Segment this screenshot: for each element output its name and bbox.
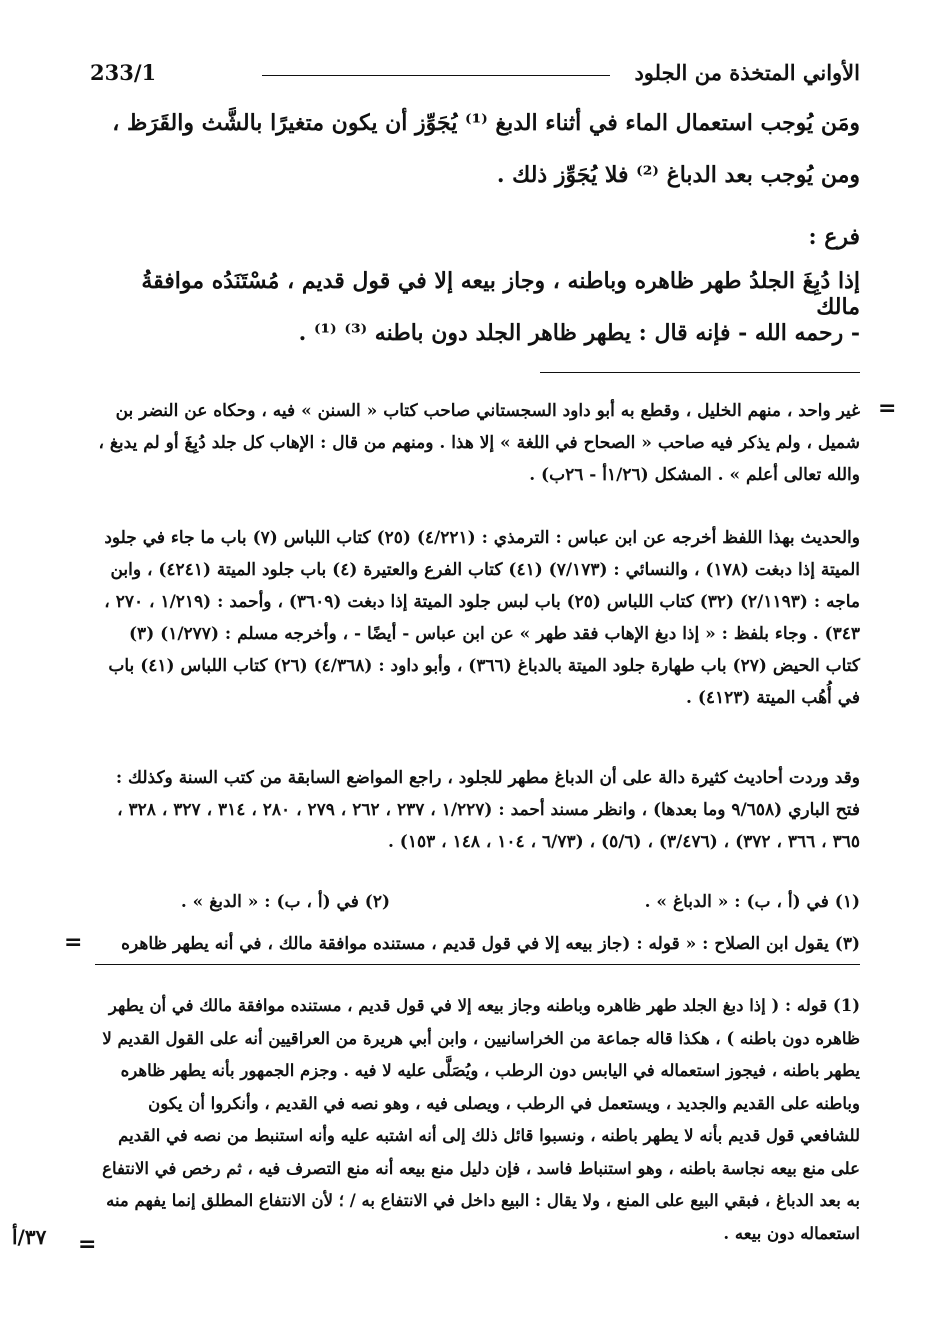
- header-rule: [262, 75, 610, 76]
- running-header: [90, 60, 860, 92]
- footnote-continuation-c: وقد وردت أحاديث كثيرة دالة على أن الدباغ مطهر للجلود ، راجع المواضع السابقة من كتب السنة وكذلك : فتح الباري (٩/٦٥٨ وما بعدها) ، وانظر مسند أحمد : (١/٢٢٧ ، ٢٣٧ ، ٢٦٢ ، ٢٧٩ ، ٢٨٠ ، ٣١٤ ، ٣٢٧ ، ٣٢٨ ، ٣٦٥ ، ٣٦٦ ، ٣٧٢) ، (٣/٤٧٦) ، (٥/٦) ، (٦/٧٣ ، ١٠٤ ، ١٤٨ ، ١٥٣) .: [115, 768, 860, 852]
- footnote-separator: [540, 372, 860, 373]
- continuation-mark: =: [78, 1232, 97, 1257]
- main-text-line-1: ومَن يُوجب استعمال الماء في أثناء الدبغ ⁽¹⁾ يُجَوِّز أن يكون متغيرًا بالشَّث والقَرَظ ،: [112, 110, 860, 136]
- footnote-2: (٢) في (أ ، ب) : « الدبغ » .: [180, 892, 390, 912]
- footnote-row-1-2: [90, 886, 860, 918]
- section-heading: فرع :: [808, 224, 860, 250]
- header-title: الأواني المتخذة من الجلود: [634, 60, 860, 85]
- footnote-continuation-b: والحديث بهذا اللفظ أخرجه عن ابن عباس : الترمذي : (٤/٢٢١) (٢٥) كتاب اللباس (٧) باب ما جاء في جلود الميتة إذا دبغت (١٧٨) ، والنسائي : (٧/١٧٣) (٤١) كتاب الفرع والعتيرة (٤) باب جلود الميتة (٤٢٤١) ، وابن ماجه : (٢/١١٩٣) (٣٢) كتاب اللباس (٢٥) باب لبس جلود الميتة إذا دبغت (٣٦٠٩) ، وأحمد : (١/٢١٩ ، ٢٧٠ ، ٣٤٣) . وجاء بلفظ : « إذا دبغ الإهاب فقد طهر » عن ابن عباس - أيضًا - ، وأخرجه مسلم : (١/٢٧٧) (٣) كتاب الحيض (٢٧) باب طهارة جلود الميتة بالدباغ (٣٦٦) ، وأبو داود : (٤/٣٦٨) (٢٦) كتاب اللباس (٤١) باب في أُهُب الميتة (٤١٢٣) .: [104, 528, 860, 708]
- main-text-line-4: - رحمه الله - فإنه قال : يطهر ظاهر الجلد دون باطنه ⁽³⁾ ⁽¹⁾ .: [298, 320, 860, 346]
- commentary-separator: [95, 964, 860, 965]
- header-page-number: 233/1: [90, 60, 157, 85]
- commentary-footnote: (1) قوله : ( إذا دبغ الجلد طهر ظاهره وباطنه وجاز بيعه إلا في قول قديم ، مستنده موافقة مالك في أن يطهر ظاهره دون باطنه ) ، هكذا قاله جماعة من الخراسانيين ، وابن أبي هريرة من العراقيين أنه على القول القديم لا يطهر باطنه ، فيجوز استعماله في اليابس دون الرطب ، ويُصَلَّى عليه لا فيه . وجزم الجمهور بأنه يطهر ظاهره وباطنه على القديم والجديد ، ويستعمل في الرطب ، ويصلى فيه ، وهو نصه في القديم ، وأنكروا أن يكون للشافعي قول قديم بأنه لا يطهر باطنه ، ونسبوا قائل ذلك إلى أنه اشتبه عليه وأنه استنبط من نصه في القديم على منع بيعه نجاسة باطنه ، وهو استنباط فاسد ، فإن دليل منع بيعه أنه منع التصرف فيه ، ثم رخص في الانتفاع به بعد الدباغ ، فبقي البيع على المنع ، ولا يقال : البيع داخل في الانتفاع به / ؛ لأن الانتفاع المطلق إنما يفهم منه استعماله دون بيعه .: [102, 996, 860, 1243]
- continuation-mark: =: [64, 930, 83, 955]
- manuscript-folio-mark: ٣٧/أ: [12, 1225, 47, 1249]
- main-text-line-3: إذا دُبِغَ الجلدُ طهر ظاهره وباطنه ، وجاز بيعه إلا في قول قديم ، مُسْتَنَدُه موافقةُ مالك: [141, 268, 860, 320]
- footnote-3: (٣) يقول ابن الصلاح : « قوله : (جاز بيعه إلا في قول قديم ، مستنده موافقة مالك ، في أنه يطهر ظاهره: [121, 934, 860, 954]
- continuation-mark: =: [878, 396, 897, 421]
- footnote-1: (١) في (أ ، ب) : « الدباغ » .: [644, 892, 860, 912]
- footnote-continuation-a: غير واحد ، منهم الخليل ، وقطع به أبو داود السجستاني صاحب كتاب « السنن » فيه ، وحكاه عن النضر بن شميل ، ولم يذكر فيه صاحب « الصحاح في اللغة » إلا هذا . ومنهم من قال : الإهاب كل جلد دُبِغَ أو لم يدبغ ، والله تعالى أعلم » . المشكل (١/٢٦أ - ٢٦ب) .: [98, 401, 860, 485]
- main-text-line-2: ومن يُوجب بعد الدباغ ⁽²⁾ فلا يُجَوِّز ذلك .: [496, 162, 860, 188]
